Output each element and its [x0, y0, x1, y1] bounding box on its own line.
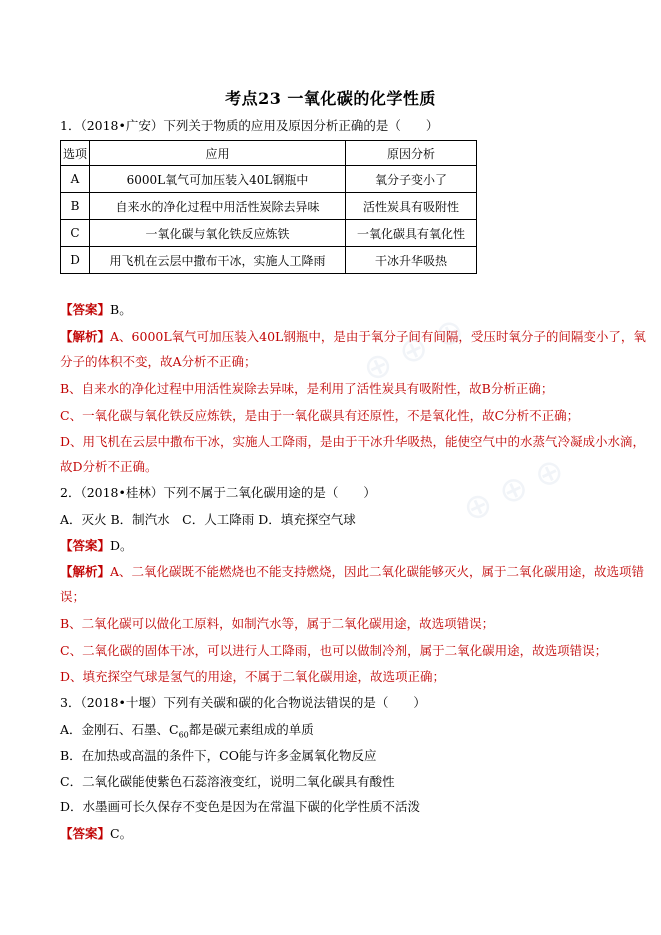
- option-a-text: A．金刚石、石墨、C: [60, 722, 179, 737]
- q2-analysis-line: 误；: [60, 589, 86, 604]
- table-cell: D: [61, 247, 90, 274]
- q2-analysis-line: B、二氧化碳可以做化工原料，如制汽水等，属于二氧化碳用途，故选项错误；: [60, 616, 495, 631]
- q3-stem: 3．（2018•十堰）下列有关碳和碳的化合物说法错误的是（ ）: [60, 695, 426, 710]
- table-row: [61, 220, 477, 247]
- q1-analysis-line: 故D分析不正确。: [60, 459, 158, 474]
- watermark-1: ⊕ ⊕ ⊕: [356, 309, 471, 391]
- q1-stem: 1．（2018•广安）下列关于物质的应用及原因分析正确的是（ ）: [60, 118, 439, 133]
- q1-table: [60, 140, 477, 274]
- q2-options: A．灭火 B．制汽水 C．人工降雨 D．填充探空气球: [60, 512, 356, 527]
- table-cell: 干冰升华吸热: [346, 247, 477, 274]
- answer-tag: 【答案】: [60, 302, 111, 317]
- answer-value: D。: [110, 538, 133, 553]
- answer-value: C。: [110, 826, 133, 841]
- q1-analysis-line: [60, 329, 646, 345]
- q1-analysis-line: D、用飞机在云层中撒布干冰，实施人工降雨，是由于干冰升华吸热，能使空气中的水蒸气冷凝成小水滴，: [60, 434, 646, 449]
- table-row: [61, 193, 477, 220]
- table-cell: 6000L氧气可加压装入40L钢瓶中: [90, 166, 346, 193]
- q1-answer: [60, 302, 620, 318]
- table-header-cell: 选项: [61, 141, 90, 166]
- table-cell: 氧分子变小了: [346, 166, 477, 193]
- option-a-subscript: 60: [178, 730, 189, 740]
- q2-stem: 2．（2018•桂林）下列不属于二氧化碳用途的是（ ）: [60, 485, 376, 500]
- q3-option-a: [60, 722, 620, 744]
- table-row: [61, 247, 477, 274]
- table-header-cell: 原因分析: [346, 141, 477, 166]
- table-header-cell: 应用: [90, 141, 346, 166]
- table-cell: C: [61, 220, 90, 247]
- page-title: 考点23 一氧化碳的化学性质: [225, 89, 436, 108]
- q1-analysis-line: B、自来水的净化过程中用活性炭除去异味，是利用了活性炭具有吸附性，故B分析正确；: [60, 381, 554, 396]
- table-row: [61, 166, 477, 193]
- q3-option-d: D．水墨画可长久保存不变色是因为在常温下碳的化学性质不活泼: [60, 799, 421, 814]
- q2-analysis-line: D、填充探空气球是氢气的用途，不属于二氧化碳用途，故选项正确；: [60, 669, 446, 684]
- answer-tag: 【答案】: [60, 826, 111, 841]
- option-a-text-end: 都是碳元素组成的单质: [188, 722, 314, 737]
- q1-analysis-line: 分子的体积不变，故A分析不正确；: [60, 354, 257, 369]
- table-cell: 活性炭具有吸附性: [346, 193, 477, 220]
- table-cell: 自来水的净化过程中用活性炭除去异味: [90, 193, 346, 220]
- analysis-text: A、二氧化碳既不能燃烧也不能支持燃烧，因此二氧化碳能够灭火，属于二氧化碳用途，故选项错: [110, 564, 645, 579]
- table-cell: 一氧化碳与氧化铁反应炼铁: [90, 220, 346, 247]
- q2-analysis-line: [60, 564, 645, 580]
- analysis-tag: 【解析】: [60, 564, 111, 579]
- answer-tag: 【答案】: [60, 538, 111, 553]
- q2-analysis-line: C、二氧化碳的固体干冰，可以进行人工降雨，也可以做制冷剂，属于二氧化碳用途，故选项错误；: [60, 643, 608, 658]
- table-cell: 一氧化碳具有氧化性: [346, 220, 477, 247]
- watermark-2: ⊕ ⊕ ⊕: [456, 449, 571, 531]
- answer-value: B。: [110, 302, 132, 317]
- q1-analysis-line: C、一氧化碳与氧化铁反应炼铁，是由于一氧化碳具有还原性，不是氧化性，故C分析不正确；: [60, 408, 580, 423]
- analysis-text: A、6000L氧气可加压装入40L钢瓶中，是由于氧分子间有间隔，受压时氧分子的间隔变小了，氧: [110, 329, 646, 344]
- analysis-tag: 【解析】: [60, 329, 111, 344]
- table-cell: B: [61, 193, 90, 220]
- table-cell: A: [61, 166, 90, 193]
- q2-answer: [60, 538, 620, 554]
- table-header-row: [61, 141, 477, 166]
- q3-option-b: B．在加热或高温的条件下，CO能与许多金属氧化物反应: [60, 748, 377, 763]
- q3-answer: [60, 826, 620, 842]
- table-cell: 用飞机在云层中撒布干冰，实施人工降雨: [90, 247, 346, 274]
- q3-option-c: C．二氧化碳能使紫色石蕊溶液变红，说明二氧化碳具有酸性: [60, 774, 395, 789]
